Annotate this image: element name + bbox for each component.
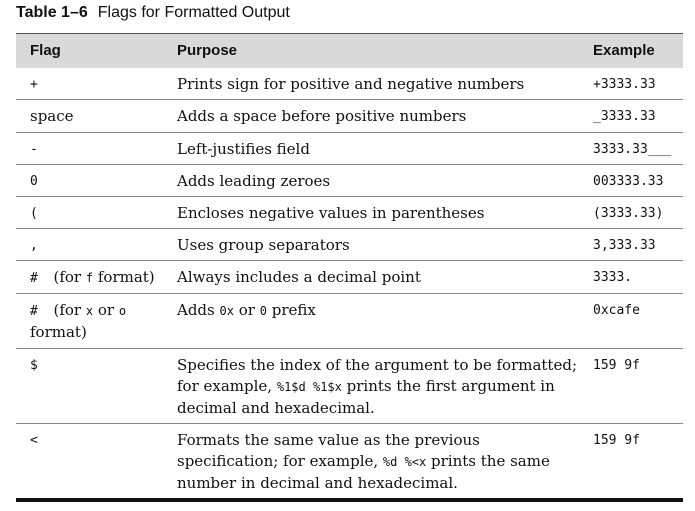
flags-table-container	[16, 33, 683, 502]
flag-cell	[16, 99, 163, 132]
purpose-cell	[163, 293, 583, 348]
flag-note-code: f	[85, 270, 94, 285]
purpose-cell	[163, 423, 583, 500]
purpose-cell: Left-justifies field	[163, 132, 583, 164]
flag-cell: (	[16, 196, 163, 228]
purpose-text-b: prints the first argument in decimal and hexadecimal.	[177, 376, 555, 417]
flag-cell: -	[16, 132, 163, 164]
flag-code: #	[30, 270, 38, 286]
table-caption	[16, 2, 290, 24]
table-row	[16, 423, 683, 500]
purpose-text-a: Adds	[177, 300, 220, 319]
example-cell: 3,333.33	[583, 228, 683, 260]
table-row	[16, 293, 683, 348]
purpose-code-2: 0	[259, 303, 267, 318]
flag-note-open: (for	[53, 267, 86, 286]
purpose-text-a: Specifies the index of the argument to be formatted; for example,	[177, 355, 577, 395]
purpose-code: %d %<x	[382, 454, 427, 469]
example-cell: 159 9f	[583, 348, 683, 423]
table-row	[16, 228, 683, 260]
header-example: Example	[583, 34, 683, 68]
flag-cell: 0	[16, 164, 163, 196]
flag-note-code-2: o	[118, 303, 127, 318]
flags-table	[16, 33, 683, 502]
example-cell: 0xcafe	[583, 293, 683, 348]
table-body	[16, 68, 683, 500]
example-cell: 159 9f	[583, 423, 683, 500]
header-purpose: Purpose	[163, 34, 583, 68]
table-header	[16, 34, 683, 68]
flag-cell: +	[16, 68, 163, 100]
table-row	[16, 164, 683, 196]
table-row	[16, 99, 683, 132]
flag-code: #	[30, 303, 38, 319]
example-cell: (3333.33)	[583, 196, 683, 228]
example-cell: 3333.	[583, 260, 683, 293]
example-cell: 003333.33	[583, 164, 683, 196]
flag-cell	[16, 293, 163, 348]
purpose-cell: Adds a space before positive numbers	[163, 99, 583, 132]
example-cell: _3333.33	[583, 99, 683, 132]
purpose-cell: Adds leading zeroes	[163, 164, 583, 196]
example-cell: 3333.33___	[583, 132, 683, 164]
purpose-code: 0x	[219, 303, 234, 318]
flag-cell: <	[16, 423, 163, 500]
purpose-text-b: or	[233, 300, 260, 319]
table-row	[16, 196, 683, 228]
flag-cell: $	[16, 348, 163, 423]
flag-note-code: x	[85, 303, 94, 318]
purpose-cell	[163, 348, 583, 423]
example-cell: +3333.33	[583, 68, 683, 100]
flag-text: space	[30, 106, 74, 125]
purpose-cell: Always includes a decimal point	[163, 260, 583, 293]
table-row	[16, 260, 683, 293]
flag-cell	[16, 260, 163, 293]
purpose-cell: Uses group separators	[163, 228, 583, 260]
table-row	[16, 68, 683, 100]
table-title: Flags for Formatted Output	[97, 4, 290, 21]
purpose-cell: Encloses negative values in parentheses	[163, 196, 583, 228]
flag-note-close: format)	[93, 267, 155, 286]
flag-cell: ,	[16, 228, 163, 260]
table-row	[16, 132, 683, 164]
purpose-code: %1$d %1$x	[276, 379, 342, 394]
flag-note-open: (for	[53, 300, 86, 319]
header-row	[16, 34, 683, 68]
header-flag: Flag	[16, 34, 163, 68]
flag-note-close: format)	[30, 322, 87, 341]
purpose-text-a: Formats the same value as the previous specification; for example,	[177, 430, 480, 470]
table-number: Table 1–6	[16, 4, 88, 21]
purpose-cell: Prints sign for positive and negative numbers	[163, 68, 583, 100]
table-row	[16, 348, 683, 423]
purpose-text-b: prints the same number in decimal and hexadecimal.	[177, 451, 550, 492]
flag-note-mid: or	[93, 300, 119, 319]
purpose-text-c: prefix	[266, 300, 316, 319]
